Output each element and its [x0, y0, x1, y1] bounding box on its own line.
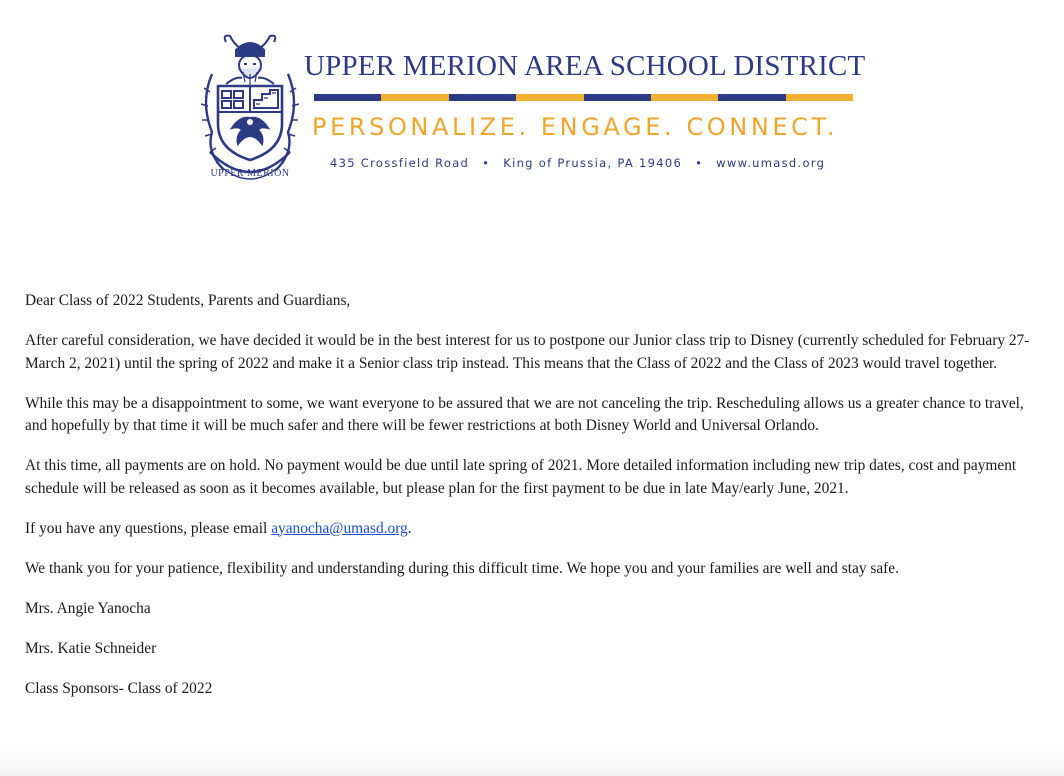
address-separator: •: [695, 156, 704, 170]
district-address: [330, 156, 825, 170]
letter-salutation: Dear Class of 2022 Students, Parents and Guardians,: [25, 292, 351, 309]
address-city: King of Prussia, PA 19406: [503, 156, 683, 170]
district-name: UPPER MERION AREA SCHOOL DISTRICT: [304, 50, 866, 82]
signer-name: Mrs. Katie Schneider: [25, 639, 157, 657]
letter-paragraph: After careful consideration, we have decided it would be in the best interest for us to postpone our Junior class trip to Disney (currently scheduled for February 27-March 2, 2021) until the spring of 2022 and make it a Senior class trip instead. This means that the Class of 2022 and the Class of 2023 would travel together.: [25, 332, 1030, 372]
letter-paragraph: While this may be a disappointment to some, we want everyone to be assured that we are not canceling the trip. Rescheduling allows us a greater chance to travel, and hopefully by that time it will be much safer and there will be fewer restrictions at both Disney World and Universal Orlando.: [25, 394, 1024, 434]
signer-name: Mrs. Angie Yanocha: [25, 599, 151, 617]
brand-stripe: [314, 94, 853, 101]
signer-title: Class Sponsors- Class of 2022: [25, 679, 213, 697]
address-separator: •: [482, 156, 491, 170]
address-website: www.umasd.org: [716, 156, 826, 170]
crest-banner-text: UPPER MERION: [210, 168, 290, 179]
district-tagline: PERSONALIZE. ENGAGE. CONNECT.: [312, 113, 839, 141]
questions-paragraph: [25, 518, 1045, 541]
district-crest-logo: [196, 32, 304, 184]
letterhead: [0, 0, 1064, 200]
letter-body: [25, 290, 1045, 718]
email-link[interactable]: ayanocha@umasd.org: [271, 519, 408, 537]
letter-paragraph: At this time, all payments are on hold. No payment would be due until late spring of 2021. More detailed information including new trip dates, cost and payment schedule will be released as soon as it becomes available, but please plan for the first payment to be due in late May/early June, 2021.: [25, 457, 1017, 497]
address-street: 435 Crossfield Road: [330, 156, 470, 170]
questions-prefix: If you have any questions, please email: [25, 519, 272, 537]
questions-suffix: .: [407, 519, 412, 537]
page-bottom-edge: [0, 746, 1064, 776]
letter-closing: We thank you for your patience, flexibility and understanding during this difficult time. We hope you and your families are well and stay safe.: [25, 559, 899, 577]
